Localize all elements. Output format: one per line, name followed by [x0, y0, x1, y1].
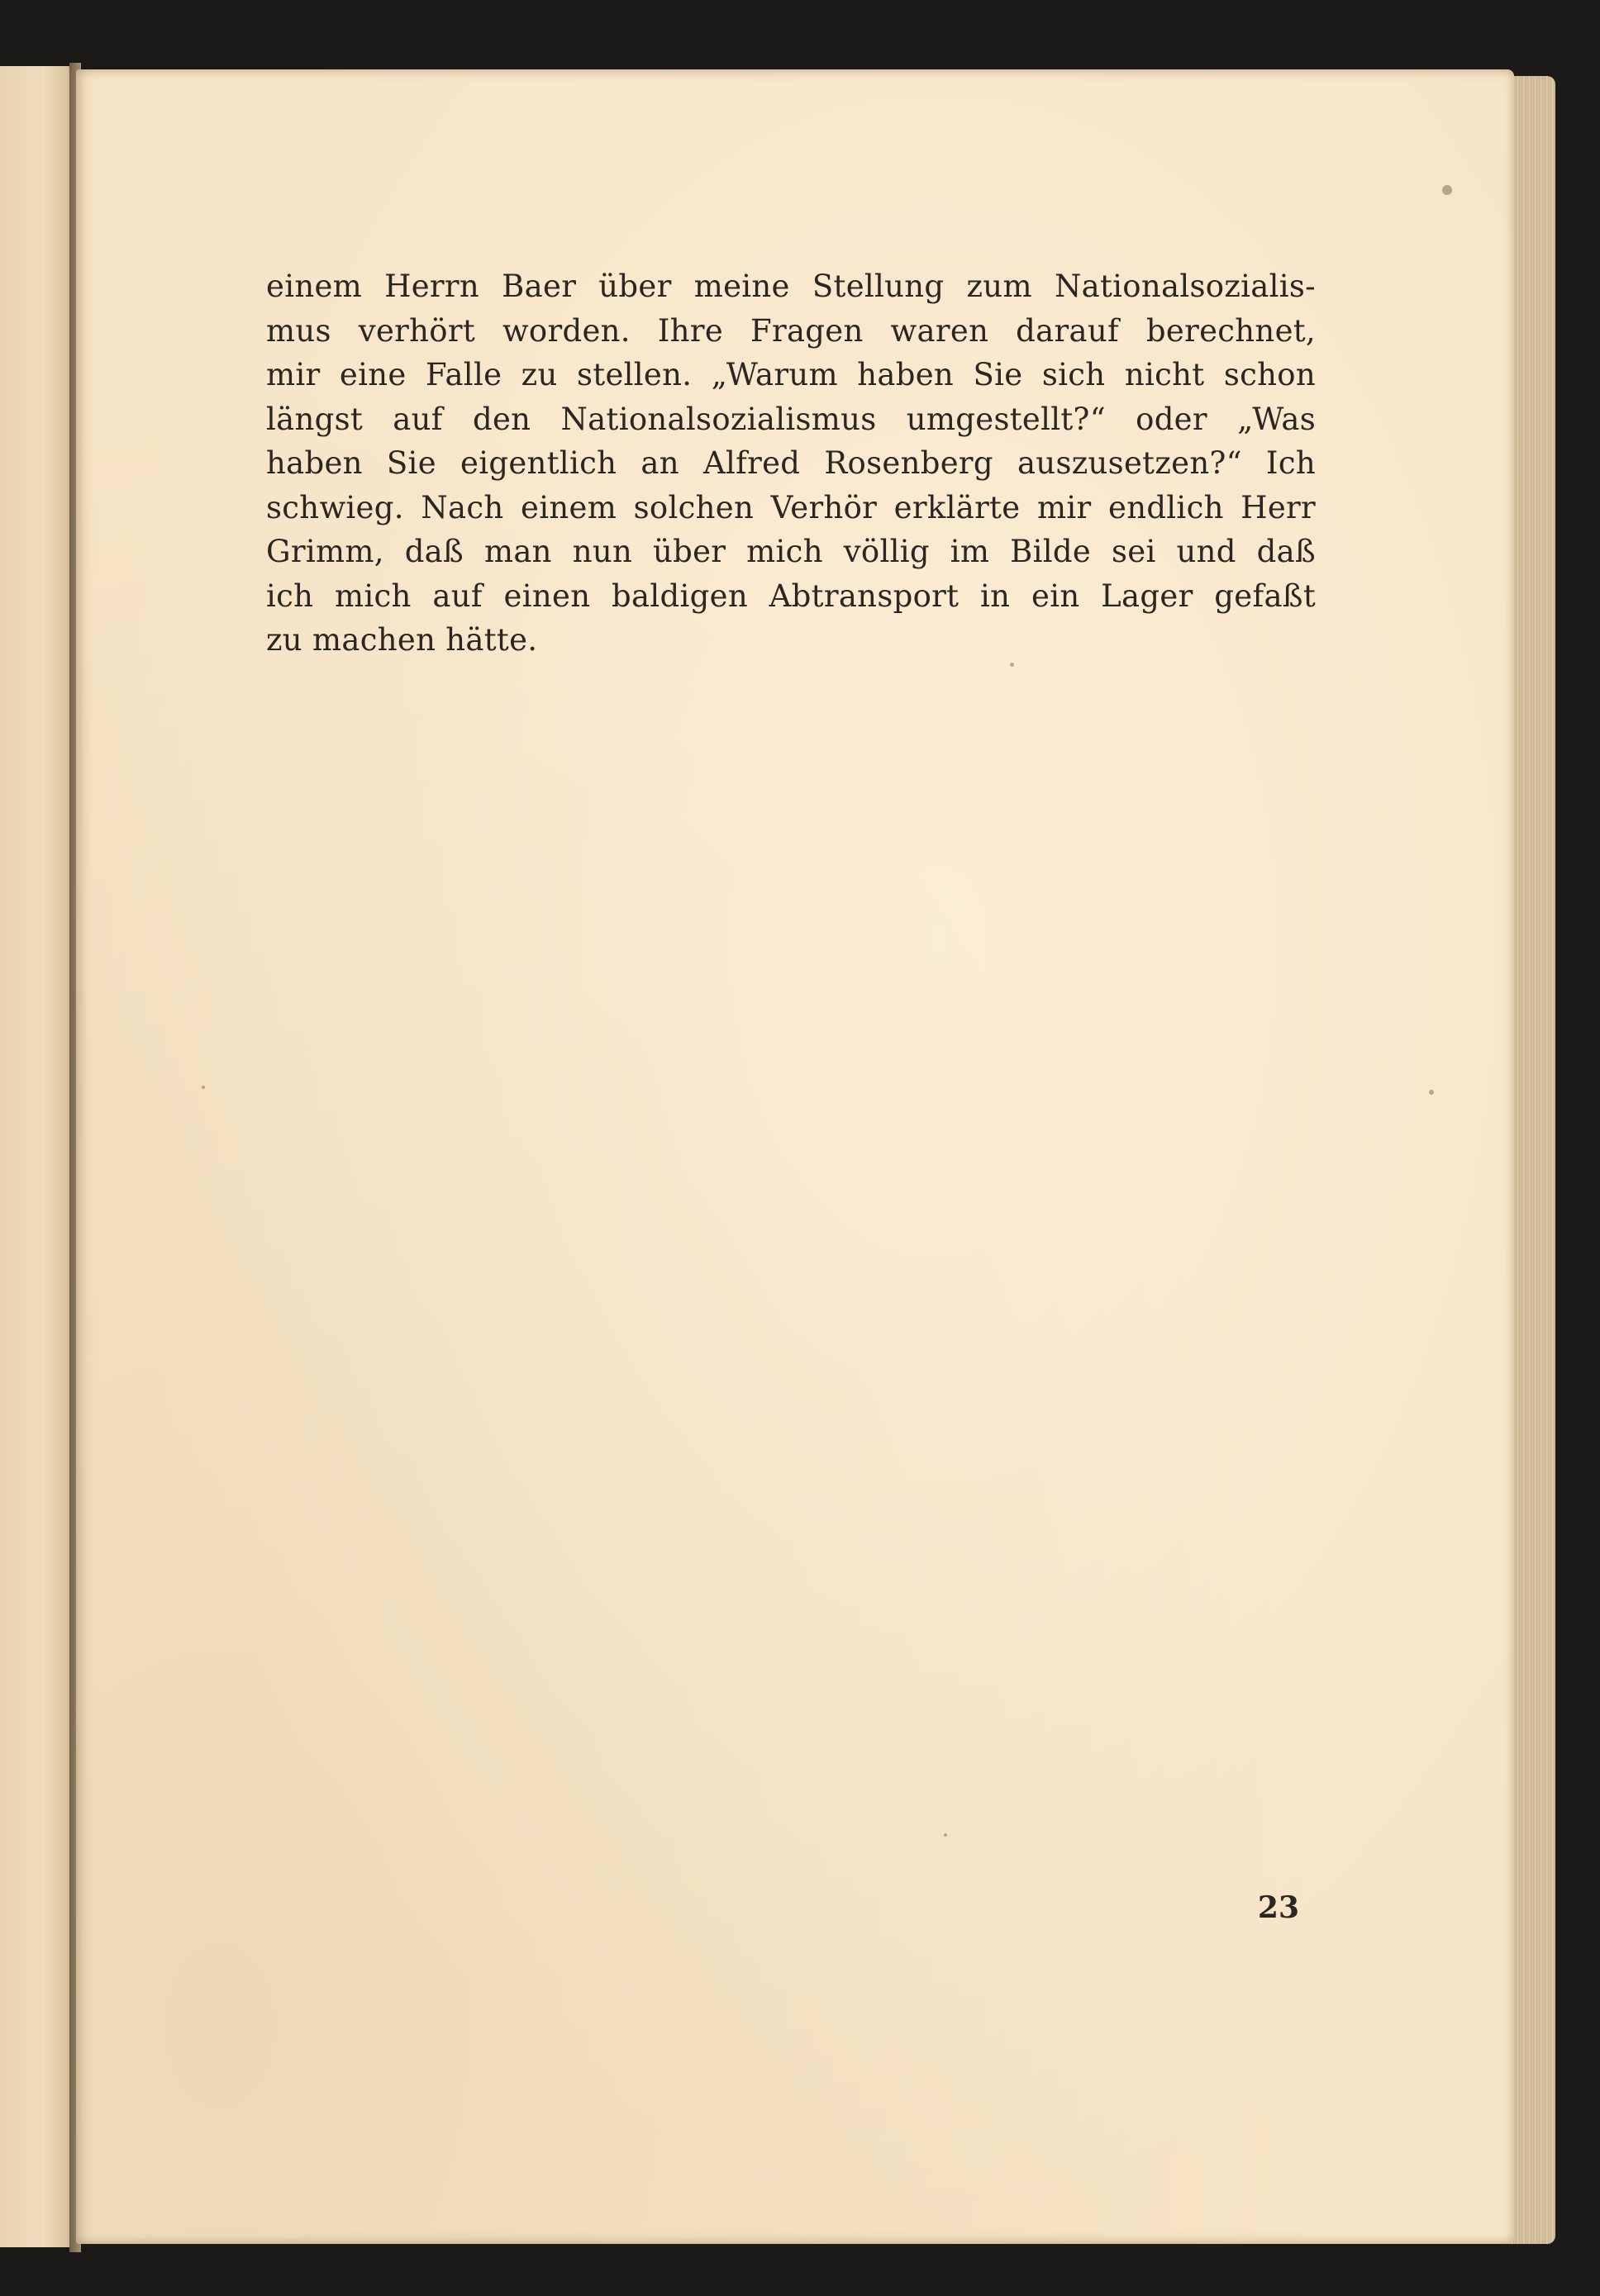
paper-speck [202, 1086, 205, 1089]
text-line: einem Herrn Baer über meine Stellung zum Nationalsozialis- [266, 269, 1316, 304]
left-facing-page [0, 66, 73, 2247]
paper-speck [1429, 1090, 1434, 1095]
body-paragraph [266, 264, 1316, 663]
text-line: mus verhört worden. Ihre Fragen waren darauf berechnet, [266, 312, 1316, 349]
paper-speck [1010, 663, 1014, 667]
book-page [76, 69, 1514, 2244]
paper-speck [944, 1833, 947, 1837]
paper-speck [1442, 185, 1452, 195]
text-line: mir eine Falle zu stellen. „Warum haben Sie sich nicht schon [266, 357, 1316, 392]
text-line: ich mich auf einen baldigen Abtransport in ein Lager gefaßt [266, 578, 1316, 614]
text-line: längst auf den Nationalsozialismus umgestellt?“ oder „Was [266, 401, 1316, 437]
text-line: schwieg. Nach einem solchen Verhör erklärte mir endlich Herr [266, 489, 1316, 525]
text-line: Grimm, daß man nun über mich völlig im Bilde sei und daß [266, 534, 1316, 569]
page-number: 23 [1257, 1890, 1299, 1925]
text-line: zu machen hätte. [266, 622, 538, 658]
text-line: haben Sie eigentlich an Alfred Rosenberg auszusetzen?“ Ich [266, 445, 1316, 481]
